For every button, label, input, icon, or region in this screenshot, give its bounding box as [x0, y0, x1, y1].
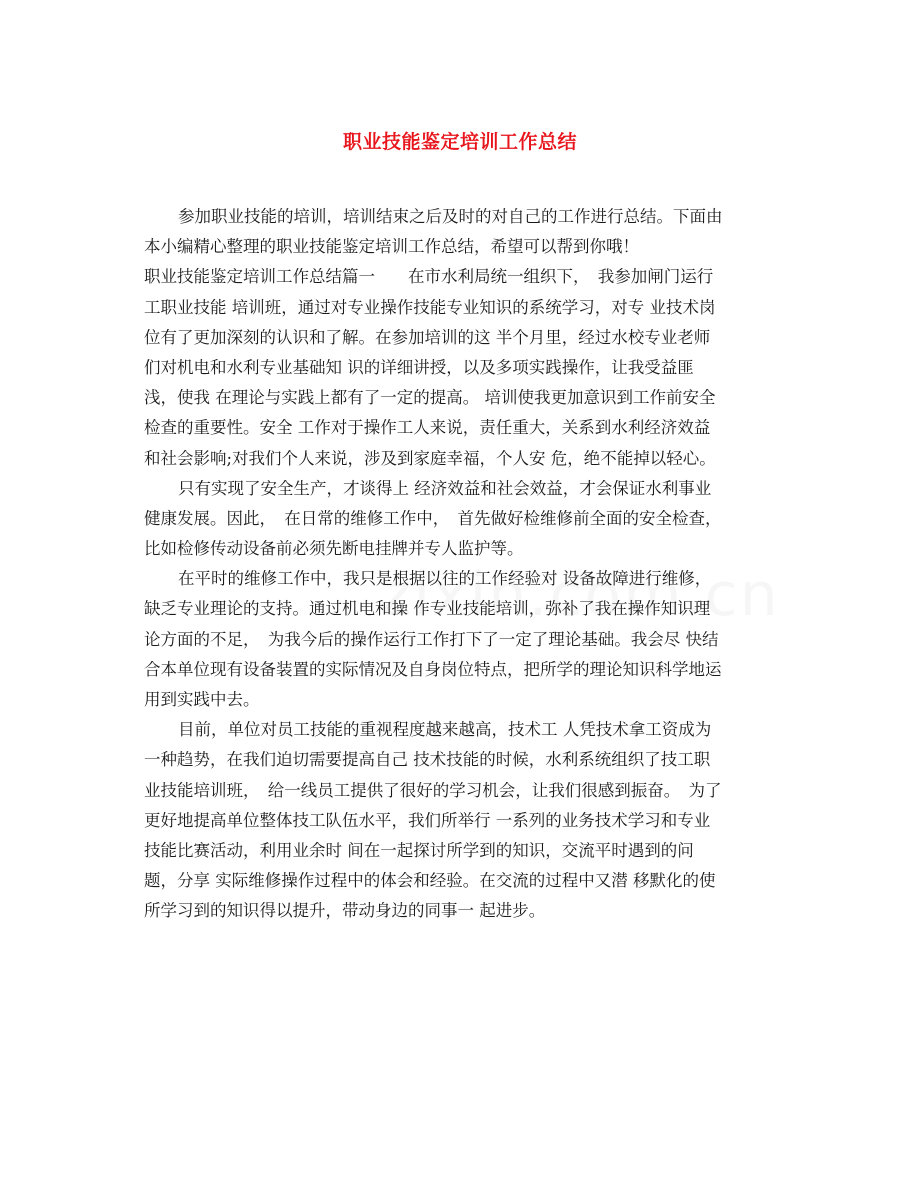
text-line: 缺乏专业理论的支持。通过机电和操 作专业技能培训，弥补了我在操作知识理	[144, 599, 711, 619]
text-line: 和社会影响;对我们个人来说，涉及到家庭幸福，个人安 危，绝不能掉以轻心。	[144, 448, 716, 468]
page-title: 职业技能鉴定培训工作总结	[342, 131, 577, 153]
text-line: 在平时的维修工作中，我只是根据以往的工作经验对 设备故障进行维修，	[178, 569, 712, 589]
text-line: 用到实践中去。	[144, 690, 260, 709]
text-line: 职业技能鉴定培训工作总结篇一 在市水利局统一组织下， 我参加闸门运行	[144, 267, 714, 287]
text-line: 比如检修传动设备前必须先断电挂牌并专人监护等。	[144, 539, 524, 559]
text-line: 浅，使我 在理论与实践上都有了一定的提高。 培训使我更加意识到工作前安全	[144, 388, 716, 408]
text-line: 位有了更加深刻的认识和了解。在参加培训的这 半个月里，经过水校专业老师	[144, 327, 711, 347]
text-line: 更好地提高单位整体技工队伍水平，我们所举行 一系列的业务技术学习和专业	[144, 810, 711, 830]
document-body	[144, 202, 778, 927]
text-line: 们对机电和水利专业基础知 识的详细讲授，以及多项实践操作，让我受益匪	[144, 357, 694, 377]
text-line: 检查的重要性。安全 工作对于操作工人来说，责任重大，关系到水利经济效益	[144, 418, 711, 438]
text-line: 技能比赛活动，利用业余时 间在一起探讨所学到的知识，交流平时遇到的问	[144, 840, 694, 860]
text-line: 业技能培训班， 给一线员工提供了很好的学习机会，让我们很感到振奋。 为了	[144, 780, 722, 800]
text-line: 只有实现了安全生产，才谈得上 经济效益和社会效益，才会保证水利事业	[178, 478, 712, 498]
text-line: 健康发展。因此， 在日常的维修工作中， 首先做好检维修前全面的安全检查，	[144, 508, 722, 528]
text-line: 目前，单位对员工技能的重视程度越来越高，技术工 人凭技术拿工资成为	[178, 720, 712, 740]
text-line: 本小编精心整理的职业技能鉴定培训工作总结，希望可以帮到你哦！	[144, 237, 639, 257]
text-line: 合本单位现有设备装置的实际情况及自身岗位特点，把所学的理论知识科学地运	[144, 659, 722, 679]
text-line: 题，分享 实际维修操作过程中的体会和经验。在交流的过程中又潜 移默化的使	[144, 871, 716, 891]
text-line: 工职业技能 培训班，通过对专业操作技能专业知识的系统学习，对专 业技术岗	[144, 297, 716, 317]
text-line: 论方面的不足， 为我今后的操作运行工作打下了一定了理论基础。我会尽 快结	[144, 629, 719, 649]
text-line: 一种趋势，在我们迫切需要提高自己 技术技能的时候，水利系统组织了技工职	[144, 750, 711, 770]
text-line: 所学习到的知识得以提升，带动身边的同事一 起进步。	[144, 901, 546, 921]
text-line: 参加职业技能的培训，培训结束之后及时的对自己的工作进行总结。下面由	[178, 207, 723, 226]
